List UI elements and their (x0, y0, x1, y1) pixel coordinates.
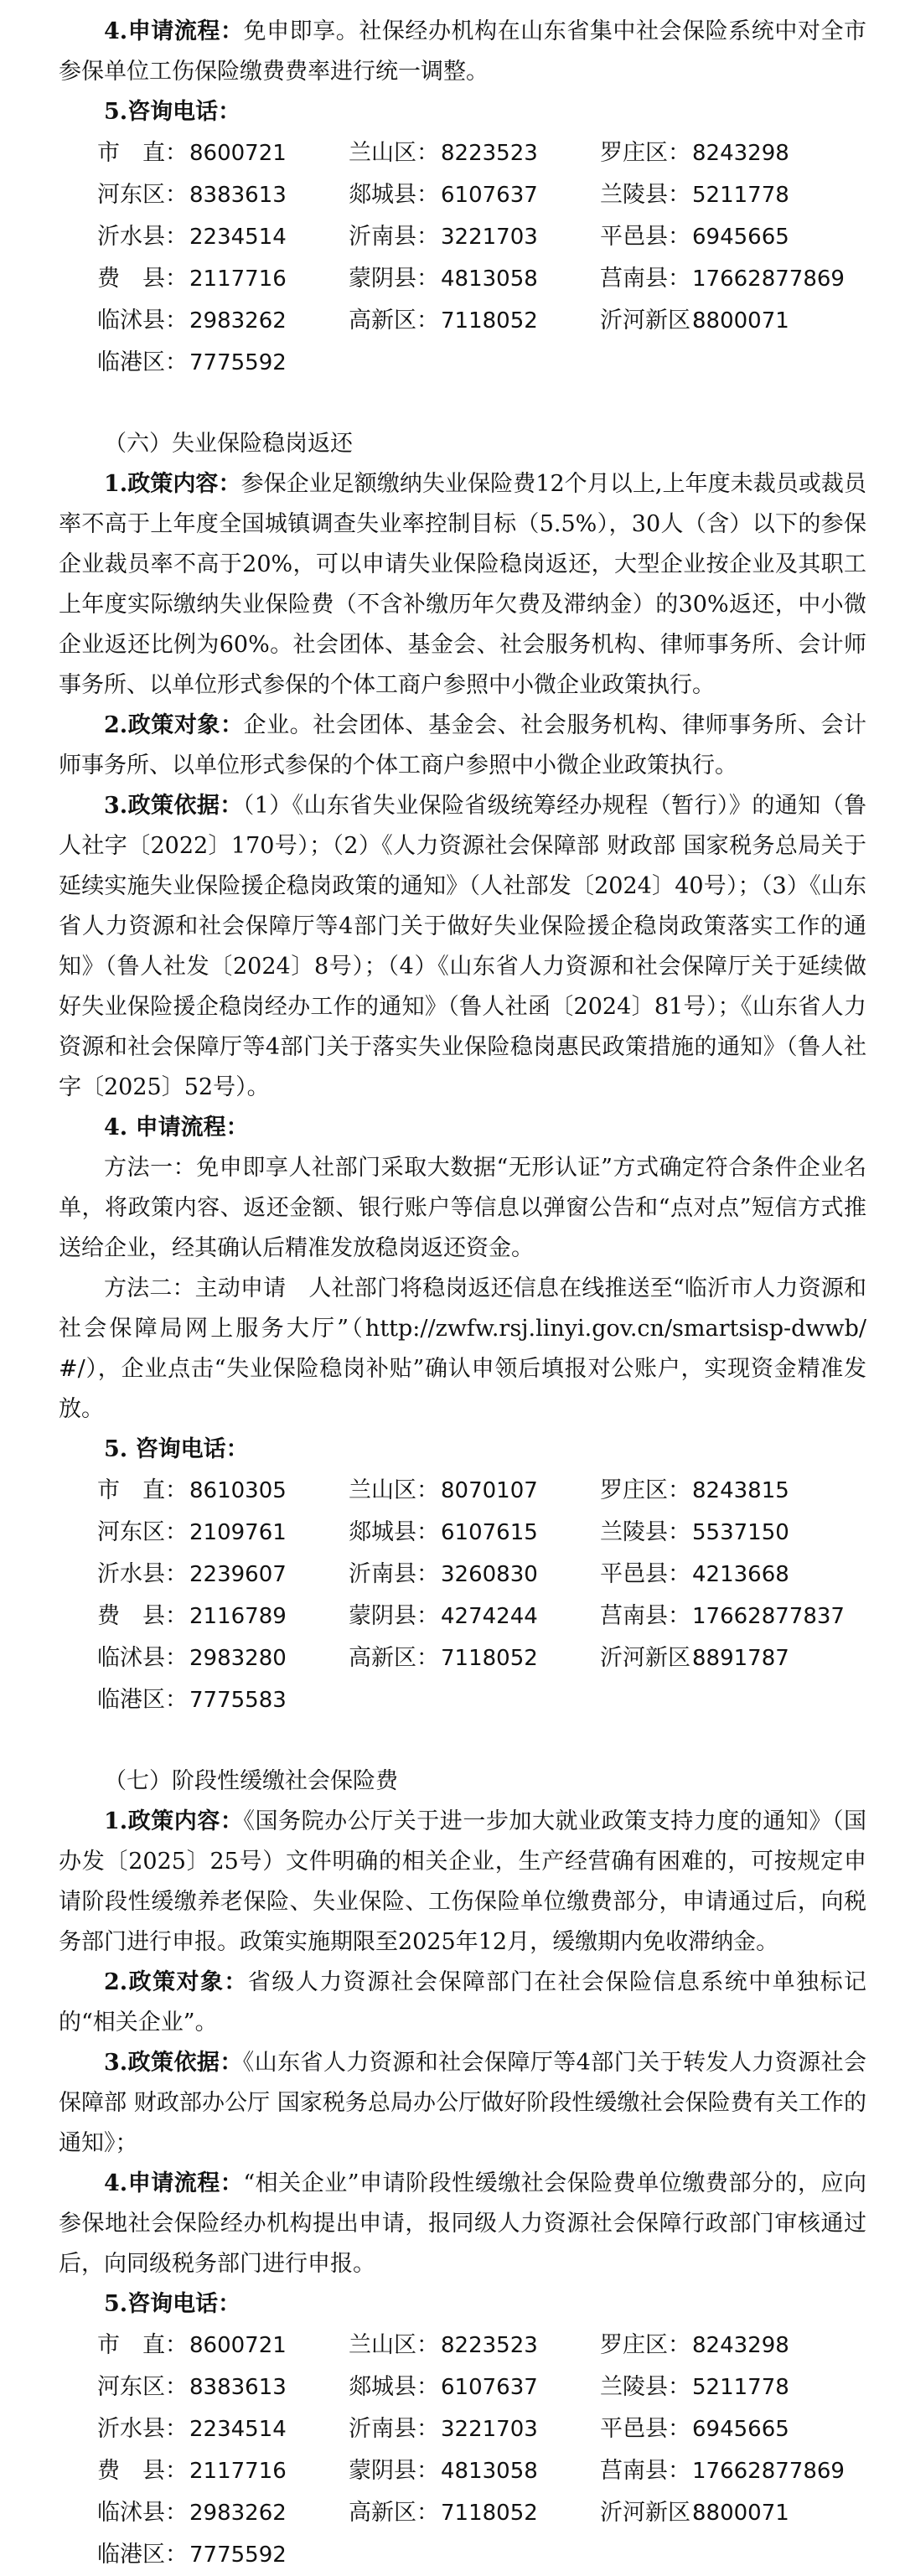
phone-entry (349, 1512, 600, 1554)
phone-number: 2234514 (189, 2417, 287, 2442)
phone-number: 8600721 (189, 141, 287, 166)
district-name: 费 县： (97, 2458, 188, 2484)
sec7-item4 (59, 2164, 866, 2284)
phone-entry (600, 1470, 905, 1512)
phone-entry (349, 1470, 600, 1512)
district-name: 郯城县： (349, 2374, 439, 2400)
phone-entry (600, 2367, 905, 2408)
sec6-item4 (59, 1108, 866, 1148)
phone-number: 2983262 (189, 2501, 287, 2526)
section-gap (59, 1721, 866, 1761)
phone-entry (97, 300, 349, 342)
phone-number: 3221703 (441, 2417, 538, 2442)
phone-number: 7775592 (189, 2542, 287, 2568)
district-name: 河东区： (97, 1519, 188, 1545)
phone-number: 7775592 (189, 350, 287, 375)
sec6-item1 (59, 464, 866, 706)
phone-entry (349, 132, 600, 174)
district-name: 平邑县： (600, 2416, 690, 2442)
district-name: 蒙阴县： (349, 2458, 439, 2484)
sec7-item1-text: 《国务院办公厅关于进一步加大就业政策支持力度的通知》（国办发〔2025〕25号）文件明确的相关企业，生产经营确有困难的，可按规定申请阶段性缓缴养老保险、失业保险、工伤保险单位缴费部分，申请通过后，向税务部门进行申报。政策实施期限至2025年12月，缓缴期内免收滞纳金。 (59, 1808, 867, 1955)
district-name: 市 直： (97, 140, 188, 166)
phone-number: 8243298 (692, 141, 789, 166)
phone-entry (97, 1554, 349, 1596)
phone-number: 8243298 (692, 2333, 789, 2358)
phone-number: 6107615 (441, 1520, 538, 1545)
phone-number: 4813058 (441, 2459, 538, 2484)
sec5-item5 (59, 92, 866, 132)
phone-number: 4274244 (441, 1604, 538, 1629)
section-heading-7: （七）阶段性缓缴社会保险费 (104, 1768, 398, 1794)
district-name: 蒙阴县： (349, 1603, 439, 1629)
sec5-item4-text: 免申即享。社保经办机构在山东省集中社会保险系统中对全市参保单位工伤保险缴费费率进行统一调整。 (59, 18, 867, 85)
district-name: 平邑县： (600, 224, 690, 250)
sec7-item1-label: 1.政策内容： (104, 1808, 244, 1834)
district-name: 莒南县： (600, 1603, 690, 1629)
phone-entry (600, 1596, 905, 1637)
sec7-item2 (59, 1963, 866, 2043)
district-name: 兰山区： (349, 2332, 439, 2358)
phone-entry (600, 300, 905, 342)
sec6-method1: 方法一：免申即享人社部门采取大数据“无形认证”方式确定符合条件企业名单，将政策内容、返还金额、银行账户等信息以弹窗公告和“点对点”短信方式推送给企业，经其确认后精准发放稳岗返还资金。 (59, 1155, 866, 1261)
district-name: 兰陵县： (600, 2374, 690, 2400)
phone-entry (349, 216, 600, 258)
phone-number: 2983262 (189, 308, 287, 334)
phone-table (97, 2325, 866, 2576)
district-name: 高新区： (349, 2500, 439, 2526)
phone-number: 2117716 (189, 266, 287, 292)
phone-number: 3221703 (441, 225, 538, 250)
phone-number: 7775583 (189, 1688, 287, 1713)
phone-entry (600, 1554, 905, 1596)
phone-entry (97, 2367, 349, 2408)
phone-entry (97, 216, 349, 258)
phone-number: 8891787 (692, 1646, 789, 1671)
phone-number: 8223523 (441, 141, 538, 166)
district-name: 临港区： (97, 1687, 188, 1713)
phone-entry (97, 2492, 349, 2534)
district-name: 沂河新区： (600, 308, 713, 334)
phone-entry (600, 132, 905, 174)
phone-entry (600, 2492, 905, 2534)
phone-entry (349, 1596, 600, 1637)
sec7-item3-label: 3.政策依据： (104, 2050, 243, 2076)
district-name: 沂水县： (97, 2416, 188, 2442)
phone-entry (600, 2450, 905, 2492)
phone-number: 7118052 (441, 308, 538, 334)
sec6-item2-text: 企业。社会团体、基金会、社会服务机构、律师事务所、会计师事务所、以单位形式参保的个体工商户参照中小微企业政策执行。 (59, 712, 867, 778)
phone-entry (97, 1512, 349, 1554)
phone-entry (349, 174, 600, 216)
phone-number: 5211778 (692, 2375, 789, 2400)
phone-number: 8600721 (189, 2333, 287, 2358)
phone-entry (600, 1512, 905, 1554)
phone-number: 8383613 (189, 183, 287, 208)
phone-entry (97, 2534, 349, 2576)
phone-entry (600, 1637, 905, 1679)
district-name: 莒南县： (600, 2458, 690, 2484)
district-name: 临沭县： (97, 308, 188, 334)
district-name: 兰陵县： (600, 1519, 690, 1545)
sec7-item3-text: 《山东省人力资源和社会保障厅等4部门关于转发人力资源社会保障部 财政部办公厅 国家税务总局办公厅做好阶段性缓缴社会保险费有关工作的通知》； (59, 2050, 866, 2156)
district-name: 临沭县： (97, 2500, 188, 2526)
phone-number: 17662877869 (692, 2459, 845, 2484)
sec6-method2: 方法二：主动申请 人社部门将稳岗返还信息在线推送至“临沂市人力资源和社会保障局网上服务大厅”（http://zwfw.rsj.linyi.gov.cn/smartsisp-dwwb/#/），企业点击“失业保险稳岗补贴”确认申领后填报对公账户，实现资金精准发放。 (59, 1275, 866, 1422)
district-name: 河东区： (97, 2374, 188, 2400)
sec6-item2 (59, 706, 866, 786)
phone-number: 2983280 (189, 1646, 287, 1671)
sec5-item4-label: 4.申请流程： (104, 18, 244, 44)
phone-entry (97, 2408, 349, 2450)
phone-number: 6945665 (692, 2417, 789, 2442)
sec6-item1-label: 1.政策内容： (104, 471, 241, 497)
district-name: 罗庄区： (600, 140, 690, 166)
district-name: 费 县： (97, 1603, 188, 1629)
district-name: 平邑县： (600, 1561, 690, 1587)
district-name: 沂河新区： (600, 1645, 713, 1671)
phone-entry (600, 258, 905, 300)
district-name: 罗庄区： (600, 1477, 690, 1503)
district-name: 市 直： (97, 1477, 188, 1503)
phone-number: 8800071 (692, 308, 789, 334)
phone-number: 8800071 (692, 2501, 789, 2526)
district-name: 费 县： (97, 266, 188, 292)
phone-entry (349, 258, 600, 300)
phone-entry (600, 2408, 905, 2450)
phone-number: 8383613 (189, 2375, 287, 2400)
district-name: 郯城县： (349, 182, 439, 208)
phone-entry (97, 1596, 349, 1637)
phone-entry (349, 1637, 600, 1679)
sec7-item5 (59, 2284, 866, 2325)
phone-entry (349, 2367, 600, 2408)
sec7-item5-label: 5.咨询电话： (104, 2291, 241, 2317)
phone-number: 7118052 (441, 2501, 538, 2526)
sec5-item4 (59, 12, 866, 92)
sec6-item4-label: 4. 申请流程： (104, 1115, 249, 1141)
district-name: 市 直： (97, 2332, 188, 2358)
district-name: 沂南县： (349, 1561, 439, 1587)
phone-entry (349, 2492, 600, 2534)
phone-table (97, 132, 866, 384)
district-name: 莒南县： (600, 266, 690, 292)
district-name: 沂水县： (97, 1561, 188, 1587)
phone-entry (97, 1637, 349, 1679)
sec6-item3-text: （1）《山东省失业保险省级统筹经办规程（暂行）》的通知（鲁人社字〔2022〕170号）；（2）《人力资源社会保障部 财政部 国家税务总局关于延续实施失业保险援企稳岗政策的通知》（人社部发〔2024〕40号）；（3）《山东省人力资源和社会保障厅等4部门关于做好失业保险援企稳岗政策落实工作的通知》（鲁人社发〔2024〕8号）；（4）《山东省人力资源和社会保障厅关于延续做好失业保险援企稳岗经办工作的通知》（鲁人社函〔2024〕81号）；《山东省人力资源和社会保障厅等4部门关于落实失业保险稳岗惠民政策措施的通知》（鲁人社字〔2025〕52号）。 (59, 793, 866, 1100)
phone-number: 2109761 (189, 1520, 287, 1545)
phone-table (97, 1470, 866, 1721)
phone-entry (349, 1554, 600, 1596)
district-name: 兰陵县： (600, 182, 690, 208)
phone-number: 6107637 (441, 183, 538, 208)
phone-number: 17662877869 (692, 266, 845, 292)
phone-entry (600, 216, 905, 258)
phone-entry (97, 174, 349, 216)
phone-entry (349, 2450, 600, 2492)
sec6-item5-label: 5. 咨询电话： (104, 1436, 249, 1462)
phone-number: 4213668 (692, 1562, 789, 1587)
district-name: 高新区： (349, 1645, 439, 1671)
phone-entry (97, 258, 349, 300)
sec7-item2-text: 省级人力资源社会保障部门在社会保险信息系统中单独标记的“相关企业”。 (59, 1969, 867, 2035)
district-name: 沂南县： (349, 224, 439, 250)
sec6-item5 (59, 1430, 866, 1470)
district-name: 罗庄区： (600, 2332, 690, 2358)
district-name: 临港区： (97, 2542, 188, 2568)
phone-number: 6107637 (441, 2375, 538, 2400)
phone-entry (97, 2450, 349, 2492)
phone-entry (97, 2325, 349, 2367)
sec7-item1 (59, 1802, 866, 1963)
phone-entry (97, 1679, 349, 1721)
phone-number: 5537150 (692, 1520, 789, 1545)
phone-number: 6945665 (692, 225, 789, 250)
sec6-item3 (59, 786, 866, 1108)
phone-number: 8243815 (692, 1478, 789, 1503)
phone-number: 2239607 (189, 1562, 287, 1587)
phone-number: 2116789 (189, 1604, 287, 1629)
phone-number: 3260830 (441, 1562, 538, 1587)
sec7-item4-text: “相关企业”申请阶段性缓缴社会保险费单位缴费部分的，应向参保地社会保险经办机构提出申请，报同级人力资源社会保障行政部门审核通过后，向同级税务部门进行申报。 (59, 2170, 867, 2277)
sec7-item3 (59, 2043, 866, 2164)
phone-number: 5211778 (692, 183, 789, 208)
phone-entry (600, 174, 905, 216)
phone-number: 8223523 (441, 2333, 538, 2358)
district-name: 沂南县： (349, 2416, 439, 2442)
phone-entry (349, 2325, 600, 2367)
phone-entry (97, 342, 349, 384)
sec6-item3-label: 3.政策依据： (104, 793, 243, 819)
district-name: 河东区： (97, 182, 188, 208)
district-name: 临港区： (97, 349, 188, 375)
phone-number: 17662877837 (692, 1604, 845, 1629)
phone-number: 7118052 (441, 1646, 538, 1671)
phone-entry (349, 300, 600, 342)
district-name: 兰山区： (349, 1477, 439, 1503)
sec6-item1-text: 参保企业足额缴纳失业保险费12个月以上,上年度未裁员或裁员率不高于上年度全国城镇调查失业率控制目标（5.5%），30人（含）以下的参保企业裁员率不高于20%，可以申请失业保险稳岗返还，大型企业按企业及其职工上年度实际缴纳失业保险费（不含补缴历年欠费及滞纳金）的30%返还，中小微企业返还比例为60%。社会团体、基金会、社会服务机构、律师事务所、会计师事务所、以单位形式参保的个体工商户参照中小微企业政策执行。 (59, 471, 866, 698)
phone-entry (97, 132, 349, 174)
phone-number: 2234514 (189, 225, 287, 250)
district-name: 郯城县： (349, 1519, 439, 1545)
sec7-item4-label: 4.申请流程： (104, 2170, 244, 2196)
district-name: 高新区： (349, 308, 439, 334)
phone-number: 8070107 (441, 1478, 538, 1503)
district-name: 兰山区： (349, 140, 439, 166)
sec7-item2-label: 2.政策对象： (104, 1969, 248, 1995)
district-name: 蒙阴县： (349, 266, 439, 292)
sec5-item5-label: 5.咨询电话： (104, 99, 241, 125)
section-heading-6: （六）失业保险稳岗返还 (104, 431, 353, 457)
phone-entry (97, 1470, 349, 1512)
district-name: 沂水县： (97, 224, 188, 250)
phone-number: 4813058 (441, 266, 538, 292)
district-name: 沂河新区： (600, 2500, 713, 2526)
phone-entry (600, 2325, 905, 2367)
section-gap (59, 384, 866, 424)
phone-entry (349, 2408, 600, 2450)
phone-number: 8610305 (189, 1478, 287, 1503)
sec6-item2-label: 2.政策对象： (104, 712, 244, 738)
phone-number: 2117716 (189, 2459, 287, 2484)
district-name: 临沭县： (97, 1645, 188, 1671)
